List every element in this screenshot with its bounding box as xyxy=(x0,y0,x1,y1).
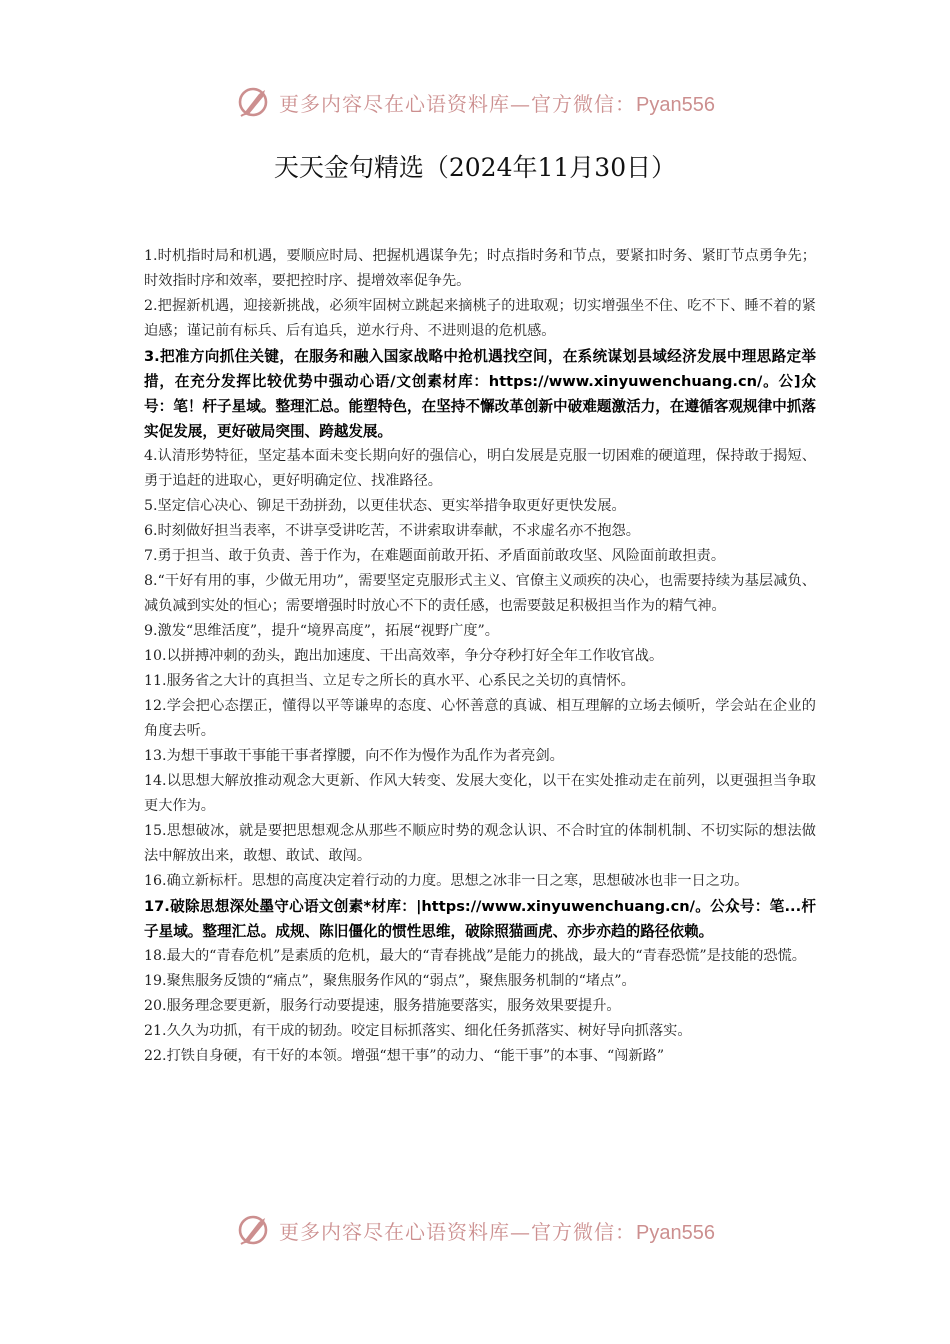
watermark-label: 更多内容尽在心语资料库—官方微信： xyxy=(279,1219,637,1244)
watermark-wechat-id: Pyan556 xyxy=(636,1221,715,1244)
watermark-label: 更多内容尽在心语资料库—官方微信： xyxy=(279,91,637,116)
watermark-text xyxy=(279,88,715,117)
watermark-text xyxy=(279,1216,715,1245)
quote-item: 2.把握新机遇，迎接新挑战，必须牢固树立跳起来摘桃子的进取观；切实增强坐不住、吃不下、睡不着的紧迫感；谨记前有标兵、后有追兵，逆水行舟、不进则退的危机感。 xyxy=(144,298,816,339)
quote-item: 22.打铁自身硬，有干好的本领。增强“想干事”的动力、“能干事”的本事、“闯新路” xyxy=(144,1048,665,1064)
quote-item: 8.“干好有用的事，少做无用功”，需要坚定克服形式主义、官僚主义顽疾的决心，也需要持续为基层减负、减负减到实处的恒心；需要增强时时放心不下的责任感，也需要鼓足积极担当作为的精气神。 xyxy=(144,573,816,614)
quote-item: 15.思想破冰，就是要把思想观念从那些不顺应时势的观念认识、不合时宜的体制机制、不切实际的想法做法中解放出来，敢想、敢试、敢闯。 xyxy=(144,823,816,864)
quote-item: 11.服务省之大计的真担当、立足专之所长的真水平、心系民之关切的真情怀。 xyxy=(144,673,635,689)
quote-item: 21.久久为功抓，有干成的韧劲。咬定目标抓落实、细化任务抓落实、树好导向抓落实。 xyxy=(144,1023,692,1039)
quote-item: 14.以思想大解放推动观念大更新、作风大转变、发展大变化，以干在实处推动走在前列，以更强担当争取更大作为。 xyxy=(144,773,816,814)
quote-item: 20.服务理念要更新，服务行动要提速，服务措施要落实，服务效果要提升。 xyxy=(144,998,621,1014)
quote-item: 17.破除思想深处墨守心语文创素*材库：|https://www.xinyuwenchuang.cn/。公众号：笔...杆子星域。整理汇总。成规、陈旧僵化的惯性思维，破除照猫画虎、亦步亦趋的路径依赖。 xyxy=(144,898,816,940)
quote-item: 18.最大的“青春危机”是素质的危机，最大的“青春挑战”是能力的挑战，最大的“青春恐慌”是技能的恐慌。 xyxy=(144,948,806,964)
header-watermark-banner xyxy=(0,80,950,124)
footer-watermark-banner xyxy=(0,1208,950,1252)
quote-item: 16.确立新标杆。思想的高度决定着行动的力度。思想之冰非一日之寒，思想破冰也非一日之功。 xyxy=(144,873,749,889)
quote-item: 13.为想干事敢干事能干事者撑腰，向不作为慢作为乱作为者亮剑。 xyxy=(144,748,564,764)
quote-item: 9.激发“思维活度”，提升“境界高度”，拓展“视野广度”。 xyxy=(144,623,499,639)
pen-nib-logo-icon xyxy=(235,1210,275,1250)
quote-item: 1.时机指时局和机遇，要顺应时局、把握机遇谋争先；时点指时务和节点，要紧扣时务、紧盯节点勇争先；时效指时序和效率，要把控时序、提增效率促争先。 xyxy=(144,248,816,289)
quote-item: 19.聚焦服务反馈的“痛点”，聚焦服务作风的“弱点”，聚焦服务机制的“堵点”。 xyxy=(144,973,636,989)
quote-item: 6.时刻做好担当表率，不讲享受讲吃苦，不讲索取讲奉献，不求虚名亦不抱怨。 xyxy=(144,523,640,539)
watermark-wechat-id: Pyan556 xyxy=(636,93,715,116)
page-title: 天天金句精选（2024年11月30日） xyxy=(273,153,677,182)
quote-item: 4.认清形势特征，坚定基本面未变长期向好的强信心，明白发展是克服一切困难的硬道理，保持敢于揭短、勇于追赶的进取心，更好明确定位、找准路径。 xyxy=(144,448,816,489)
quote-item: 5.坚定信心决心、铆足干劲拼劲，以更佳状态、更实举措争取更好更快发展。 xyxy=(144,498,626,514)
pen-nib-logo-icon xyxy=(235,82,275,122)
quote-item: 7.勇于担当、敢于负责、善于作为，在难题面前敢开拓、矛盾面前敢攻坚、风险面前敢担责。 xyxy=(144,548,726,564)
quote-item: 12.学会把心态摆正，懂得以平等谦卑的态度、心怀善意的真诚、相互理解的立场去倾听，学会站在企业的角度去听。 xyxy=(144,698,816,739)
quote-item: 3.把准方向抓住关键，在服务和融入国家战略中抢机遇找空间，在系统谋划县域经济发展中理思路定举措，在充分发挥比较优势中强动心语/文创素材库：https://www.xinyuwenchuang.cn/。公]众号：笔！杆子星域。整理汇总。能塑特色，在坚持不懈改革创新中破难题激活力，在遵循客观规律中抓落实促发展，更好破局突围、跨越发展。 xyxy=(144,348,816,440)
quote-item: 10.以拼搏冲刺的劲头，跑出加速度、干出高效率，争分夺秒打好全年工作收官战。 xyxy=(144,648,664,664)
quote-list xyxy=(144,244,816,1069)
